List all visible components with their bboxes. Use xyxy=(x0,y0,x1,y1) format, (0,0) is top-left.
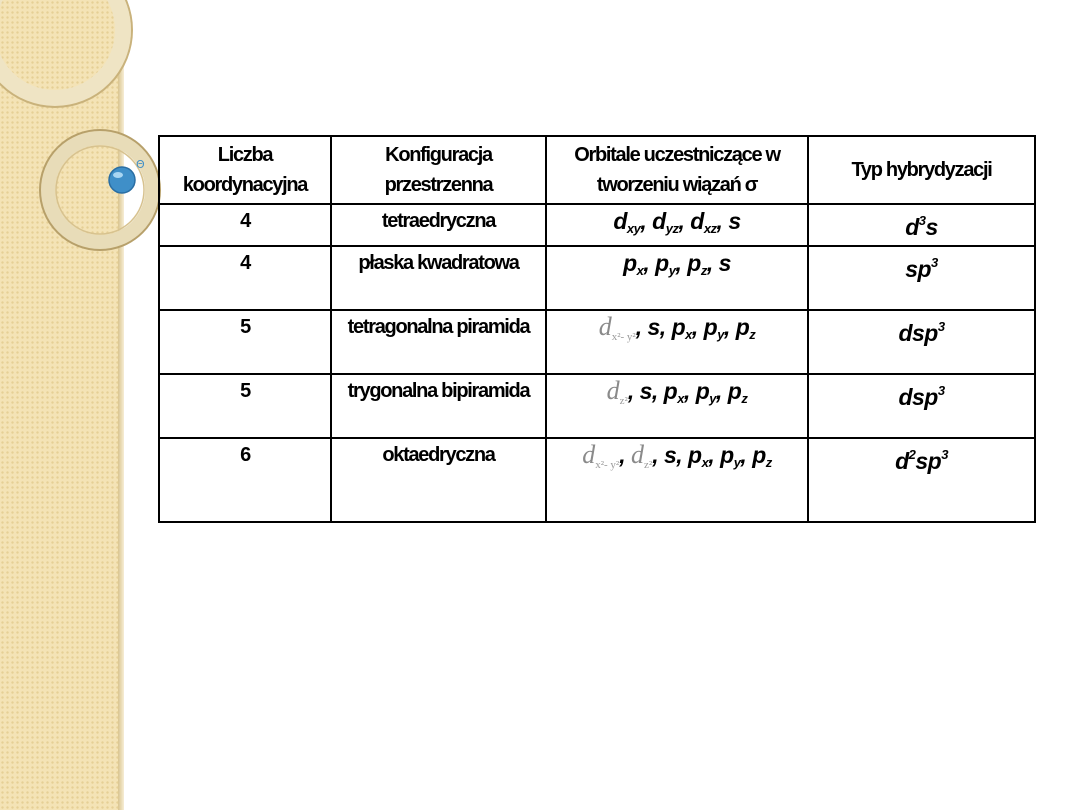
coordination-number: 4 xyxy=(159,246,331,310)
orbitals xyxy=(546,310,808,374)
orbital-dx2y2-image: $d_{x^2- y^2}$ xyxy=(582,440,620,471)
table-row xyxy=(159,438,1035,522)
hybridization xyxy=(808,438,1035,522)
coordination-number: 5 xyxy=(159,374,331,438)
header-sigma-orbitals: Orbitale uczestniczące w tworzeniu wiązań σ xyxy=(546,136,808,204)
orbital-dx2y2-image: $d_{x^2- y^2}$ xyxy=(598,312,636,343)
orbital-formula: $p_x$, $p_y$, $p_z$, s xyxy=(623,250,731,278)
globe-highlight xyxy=(113,172,123,178)
configuration: tetraedryczna xyxy=(331,204,546,246)
configuration: tetragonalna piramida xyxy=(331,310,546,374)
orbital-formula: $d_{x^2- y^2}$, $d_{z^2}$, s, $p_x$, $p_y$, $p_z$ xyxy=(582,440,772,471)
table-row xyxy=(159,310,1035,374)
coordination-table xyxy=(158,135,1036,523)
orbitals xyxy=(546,246,808,310)
configuration: płaska kwadratowa xyxy=(331,246,546,310)
orbital-formula: $d_{xy}$, $d_{yz}$, $d_{xz}$, s xyxy=(613,208,741,236)
hybridization-formula: dsp$^3$ xyxy=(898,319,945,346)
orbital-formula: $d_{z^2}$, s, $p_x$, $p_y$, $p_z$ xyxy=(606,376,748,407)
coordination-number: 6 xyxy=(159,438,331,522)
coordination-number: 4 xyxy=(159,204,331,246)
table-row xyxy=(159,374,1035,438)
theta-icon: Θ xyxy=(136,158,145,171)
table-row xyxy=(159,204,1035,246)
orbital-formula: $d_{x^2- y^2}$, s, $p_x$, $p_y$, $p_z$ xyxy=(598,312,756,343)
ring-bottom-outline xyxy=(40,130,160,250)
hybridization xyxy=(808,204,1035,246)
ring-bottom xyxy=(48,138,152,242)
table-row xyxy=(159,246,1035,310)
hybridization-formula: dsp$^3$ xyxy=(898,383,945,410)
globe-icon xyxy=(109,167,135,193)
table-header-row xyxy=(159,136,1035,204)
configuration: oktaedryczna xyxy=(331,438,546,522)
coordination-number: 5 xyxy=(159,310,331,374)
orbitals xyxy=(546,374,808,438)
configuration: trygonalna bipiramida xyxy=(331,374,546,438)
hybridization-formula: $d^3s$ xyxy=(905,213,938,240)
orbital-dz2-image: $d_{z^2}$ xyxy=(606,376,628,407)
orbitals xyxy=(546,204,808,246)
header-hybridization-type: Typ hybrydyzacji xyxy=(808,136,1035,204)
orbital-dz2-image: $d_{z^2}$ xyxy=(631,440,653,471)
hybridization xyxy=(808,310,1035,374)
ring-top xyxy=(0,0,123,98)
hybridization xyxy=(808,374,1035,438)
hybridization-formula: $sp^3$ xyxy=(905,255,938,282)
hybridization-formula: $d^2sp^3$ xyxy=(895,447,948,474)
hybridization xyxy=(808,246,1035,310)
decorative-rings xyxy=(0,0,170,280)
header-coordination-number: Liczba koordynacyjna xyxy=(159,136,331,204)
orbitals xyxy=(546,438,808,522)
header-spatial-configuration: Konfiguracja przestrzenna xyxy=(331,136,546,204)
